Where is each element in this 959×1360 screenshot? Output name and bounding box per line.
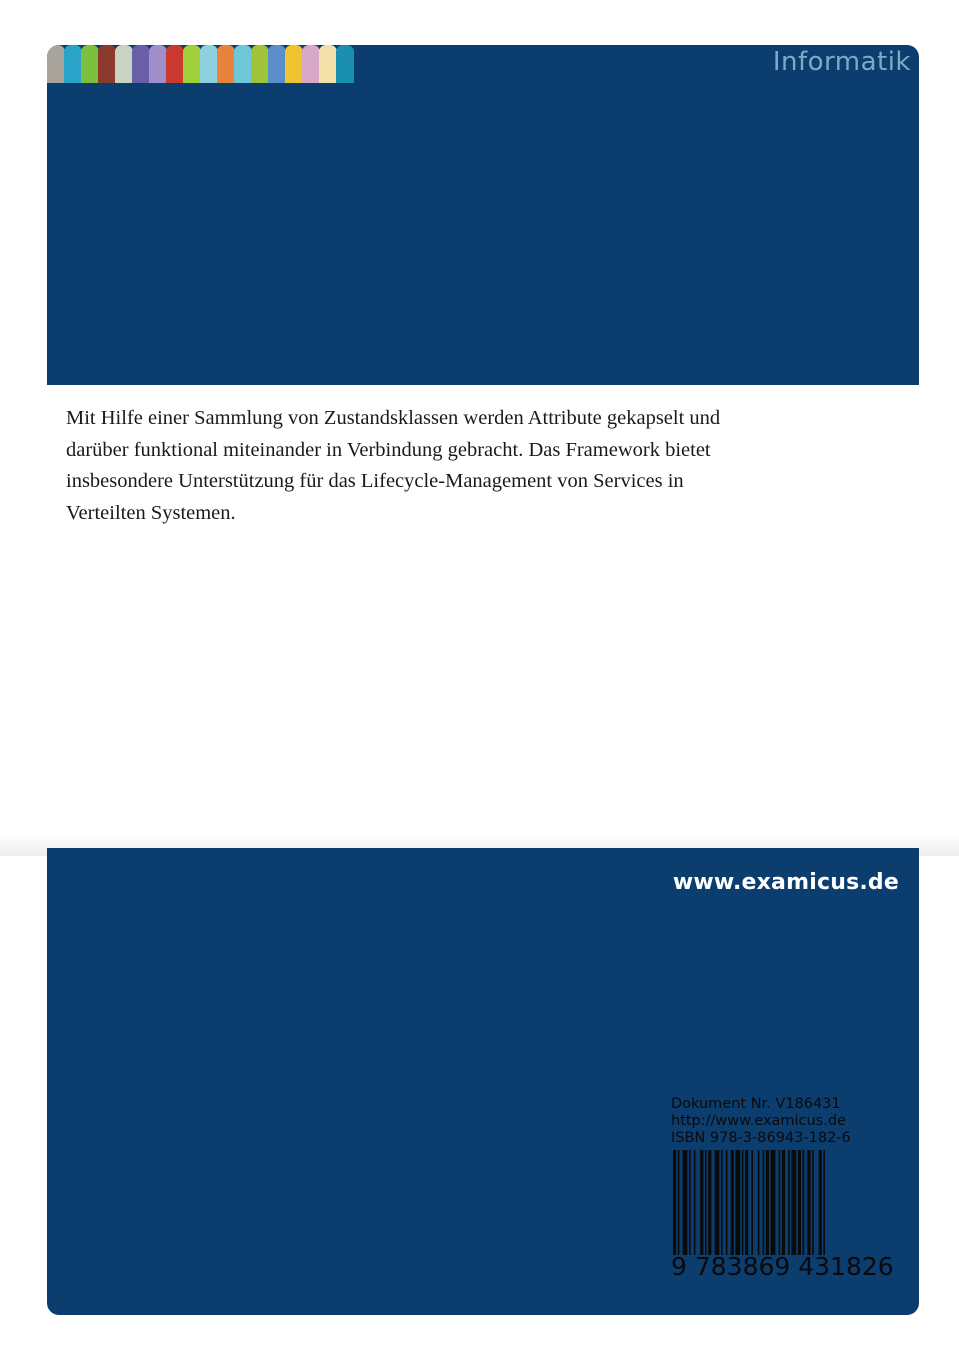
description-line: insbesondere Unterstützung für das Lifecycle-Management von Services in (66, 470, 684, 492)
barcode-bar (715, 1150, 720, 1255)
color-tab (132, 45, 150, 83)
barcode-bar (791, 1150, 796, 1255)
barcode-block (671, 1096, 897, 1280)
barcode-bar (798, 1150, 801, 1255)
barcode-bar (735, 1150, 740, 1255)
barcode-bar (763, 1150, 765, 1255)
barcode-bar (788, 1150, 790, 1255)
color-tab (302, 45, 320, 83)
color-tab (115, 45, 133, 83)
category-label: Informatik (772, 47, 911, 77)
isbn-text: ISBN 978-3-86943-182-6 (671, 1130, 851, 1146)
barcode-bar (771, 1150, 776, 1255)
color-tab (81, 45, 99, 83)
barcode-bar (751, 1150, 753, 1255)
color-tab (319, 45, 337, 83)
top-cover-panel (47, 45, 919, 385)
barcode-bar (694, 1150, 696, 1255)
color-tab (149, 45, 167, 83)
barcode-digits: 9 783869 431826 (671, 1252, 894, 1281)
color-tab (251, 45, 269, 83)
color-tab (234, 45, 252, 83)
publisher-website[interactable]: www.examicus.de (672, 870, 899, 895)
barcode-bar (742, 1150, 744, 1255)
barcode-bar (721, 1150, 723, 1255)
color-tab (183, 45, 201, 83)
barcode-bar (683, 1150, 688, 1255)
barcode-bar (678, 1150, 680, 1255)
barcode-bar (803, 1150, 805, 1255)
color-tab (47, 45, 65, 83)
description-line: Verteilten Systemen. (66, 501, 236, 524)
barcode-bar (731, 1150, 734, 1255)
barcode-bar (689, 1150, 691, 1255)
barcode-bar (782, 1150, 785, 1255)
barcode-bar (766, 1150, 769, 1255)
book-description (66, 403, 806, 529)
color-tab (64, 45, 82, 83)
barcode-bar (700, 1150, 703, 1255)
barcode-bar (726, 1150, 728, 1255)
barcode-bar (823, 1150, 825, 1255)
barcode-bar (758, 1150, 760, 1255)
color-tab (166, 45, 184, 83)
color-tab (200, 45, 218, 83)
barcode-icon (671, 1150, 897, 1255)
document-url: http://www.examicus.de (671, 1113, 847, 1129)
barcode-bar (812, 1150, 814, 1255)
barcode-bar (779, 1150, 781, 1255)
bottom-cover-panel (47, 848, 919, 1315)
barcode-bar (819, 1150, 822, 1255)
color-tab (285, 45, 303, 83)
barcode-bar (745, 1150, 748, 1255)
document-number: Dokument Nr. V186431 (671, 1096, 841, 1112)
color-tabs-strip (47, 45, 377, 83)
description-line: Mit Hilfe einer Sammlung von Zustandsklassen werden Attribute gekapselt und (66, 407, 721, 429)
barcode-bar (708, 1150, 711, 1255)
barcode-bar (705, 1150, 707, 1255)
barcode-bar (807, 1150, 810, 1255)
color-tab (98, 45, 116, 83)
color-tab (336, 45, 354, 83)
color-tab (268, 45, 286, 83)
color-tab (217, 45, 235, 83)
barcode-bar (673, 1150, 676, 1255)
description-line: darüber funktional miteinander in Verbindung gebracht. Das Framework bietet (66, 438, 711, 461)
